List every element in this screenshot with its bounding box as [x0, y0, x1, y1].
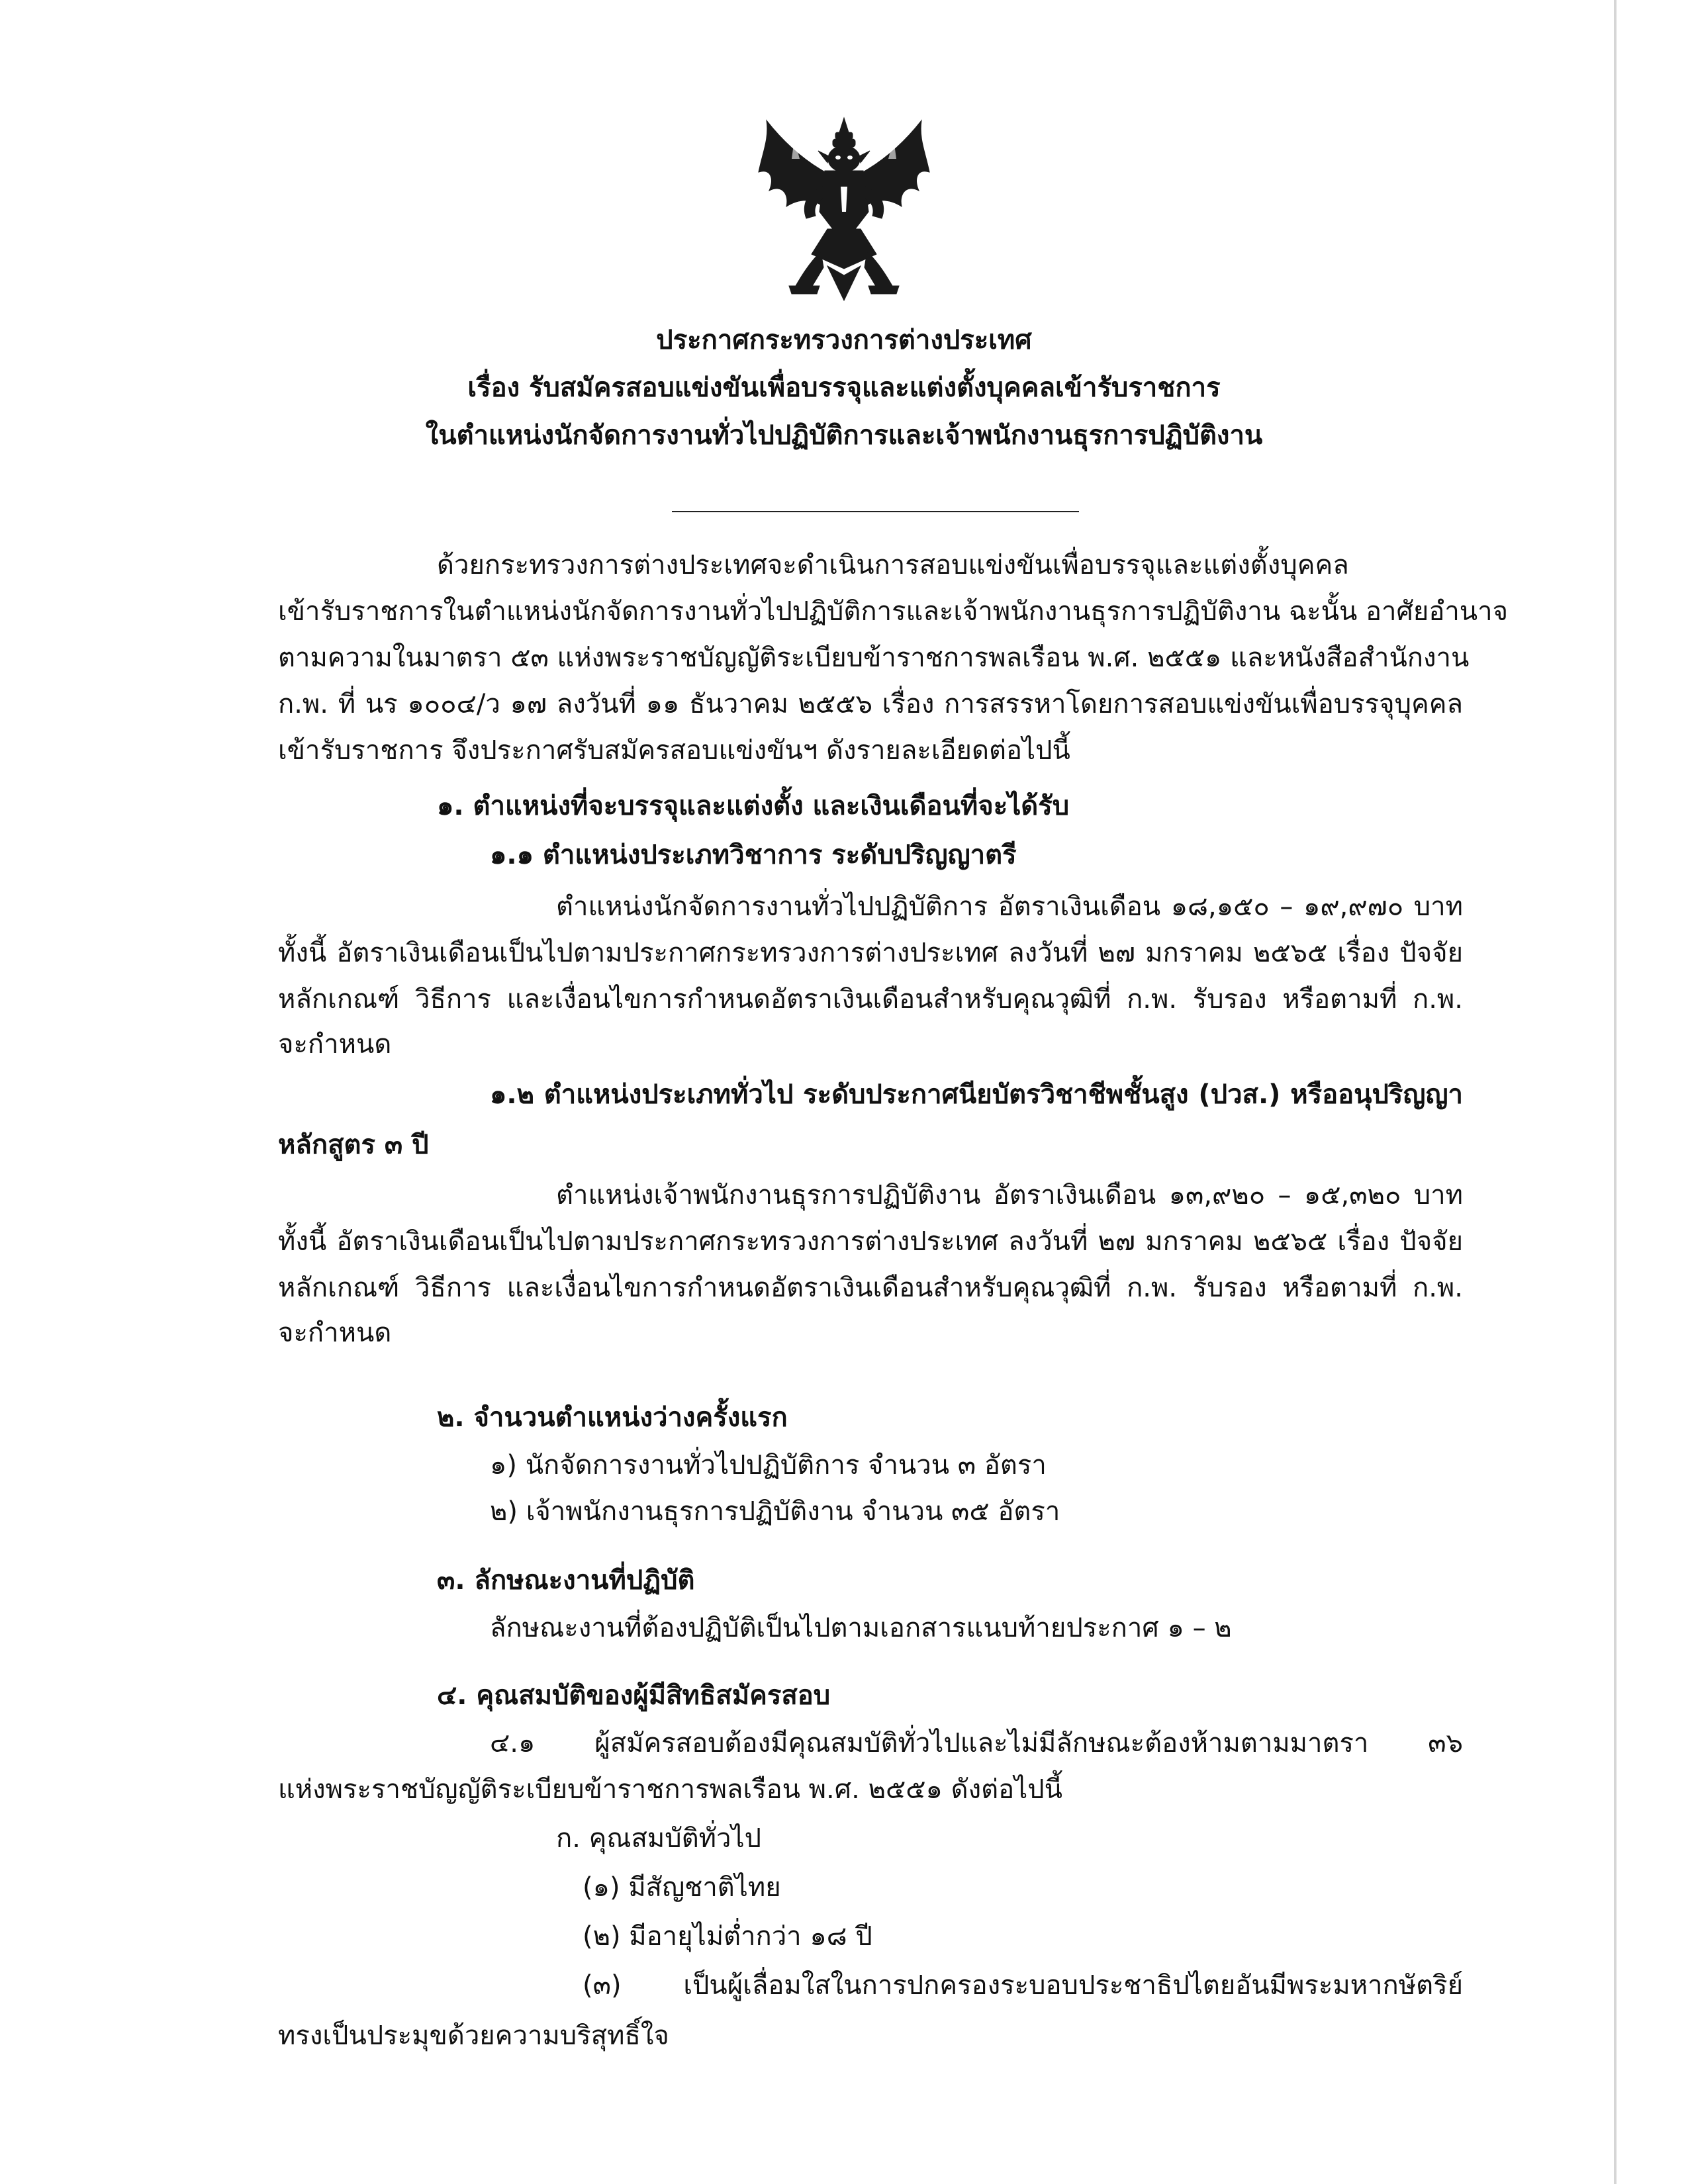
garuda-emblem [755, 113, 933, 304]
announcement-title: ประกาศกระทรวงการต่างประเทศ [656, 325, 1032, 355]
section4-heading: ๔. คุณสมบัติของผู้มีสิทธิสมัครสอบ [437, 1680, 831, 1711]
section1-1-line: ทั้งนี้ อัตราเงินเดือนเป็นไปตามประกาศกระทรวงการต่างประเทศ ลงวันที่ ๒๗ มกราคม ๒๕๖๕ เรื่อง ปัจจัย [278, 938, 1464, 968]
section1-1-line: จะกำหนด [278, 1029, 392, 1060]
section4-subheading: ก. คุณสมบัติทั่วไป [556, 1823, 761, 1854]
section2-item: ๑) นักจัดการงานทั่วไปปฏิบัติการ จำนวน ๓ อัตรา [490, 1450, 1047, 1480]
intro-line: ตามความในมาตรา ๕๓ แห่งพระราชบัญญัติระเบียบข้าราชการพลเรือน พ.ศ. ๒๕๕๑ และหนังสือสำนักงาน [278, 643, 1470, 673]
section1-heading: ๑. ตำแหน่งที่จะบรรจุและแต่งตั้ง และเงินเดือนที่จะได้รับ [437, 791, 1070, 821]
section4-1-line: ๔.๑ ผู้สมัครสอบต้องมีคุณสมบัติทั่วไปและไม่มีลักษณะต้องห้ามตามมาตรา ๓๖ [490, 1728, 1463, 1758]
section4-item-line2: ทรงเป็นประมุขด้วยความบริสุทธิ์ใจ [278, 2021, 669, 2051]
section1-2-heading-line2: หลักสูตร ๓ ปี [278, 1130, 429, 1160]
section2-item: ๒) เจ้าพนักงานธุรการปฏิบัติงาน จำนวน ๓๕ อัตรา [490, 1496, 1060, 1527]
intro-line: เข้ารับราชการ จึงประกาศรับสมัครสอบแข่งขันฯ ดังรายละเอียดต่อไปนี้ [278, 735, 1070, 766]
section1-2-line: ทั้งนี้ อัตราเงินเดือนเป็นไปตามประกาศกระทรวงการต่างประเทศ ลงวันที่ ๒๗ มกราคม ๒๕๖๕ เรื่อง ปัจจัย [278, 1226, 1464, 1257]
section3-heading: ๓. ลักษณะงานที่ปฏิบัติ [437, 1565, 695, 1596]
section1-1-heading: ๑.๑ ตำแหน่งประเภทวิชาการ ระดับปริญญาตรี [490, 840, 1017, 870]
section1-2-line: ตำแหน่งเจ้าพนักงานธุรการปฏิบัติงาน อัตราเงินเดือน ๑๓,๙๒๐ – ๑๕,๓๒๐ บาท [556, 1180, 1463, 1210]
section4-item: (๒) มีอายุไม่ต่ำกว่า ๑๘ ปี [583, 1921, 872, 1952]
intro-line: ด้วยกระทรวงการต่างประเทศจะดำเนินการสอบแข่งขันเพื่อบรรจุและแต่งตั้งบุคคล [437, 550, 1349, 580]
section1-2-line: หลักเกณฑ์ วิธีการ และเงื่อนไขการกำหนดอัตราเงินเดือนสำหรับคุณวุฒิที่ ก.พ. รับรอง หรือตามที่ ก.พ. [278, 1273, 1463, 1303]
section3-text: ลักษณะงานที่ต้องปฏิบัติเป็นไปตามเอกสารแนบท้ายประกาศ ๑ – ๒ [490, 1613, 1232, 1643]
section4-item: (๓) เป็นผู้เลื่อมใสในการปกครองระบอบประชาธิปไตยอันมีพระมหากษัตริย์ [583, 1970, 1463, 2001]
section1-2-line: จะกำหนด [278, 1318, 392, 1348]
intro-line: ก.พ. ที่ นร ๑๐๐๔/ว ๑๗ ลงวันที่ ๑๑ ธันวาคม ๒๕๕๖ เรื่อง การสรรหาโดยการสอบแข่งขันเพื่อบรรจุบุคคล [278, 689, 1463, 719]
scan-edge [1614, 0, 1617, 2184]
section2-heading: ๒. จำนวนตำแหน่งว่างครั้งแรก [437, 1402, 788, 1433]
section4-1-line: แห่งพระราชบัญญัติระเบียบข้าราชการพลเรือน พ.ศ. ๒๕๕๑ ดังต่อไปนี้ [278, 1774, 1062, 1805]
announcement-subject-line2: ในตำแหน่งนักจัดการงานทั่วไปปฏิบัติการและเจ้าพนักงานธุรการปฏิบัติงาน [425, 420, 1263, 451]
title-divider [672, 511, 1079, 512]
section4-item: (๑) มีสัญชาติไทย [583, 1872, 781, 1903]
section1-1-line: ตำแหน่งนักจัดการงานทั่วไปปฏิบัติการ อัตราเงินเดือน ๑๘,๑๕๐ – ๑๙,๙๗๐ บาท [556, 891, 1463, 922]
intro-line: เข้ารับราชการในตำแหน่งนักจัดการงานทั่วไปปฏิบัติการและเจ้าพนักงานธุรการปฏิบัติงาน ฉะนั้น อาศัยอำนาจ [278, 596, 1509, 627]
announcement-subject: เรื่อง รับสมัครสอบแข่งขันเพื่อบรรจุและแต่งตั้งบุคคลเข้ารับราชการ [467, 373, 1221, 403]
section1-2-heading: ๑.๒ ตำแหน่งประเภททั่วไป ระดับประกาศนียบัตรวิชาชีพชั้นสูง (ปวส.) หรืออนุปริญญา [490, 1079, 1463, 1110]
section1-1-line: หลักเกณฑ์ วิธีการ และเงื่อนไขการกำหนดอัตราเงินเดือนสำหรับคุณวุฒิที่ ก.พ. รับรอง หรือตามที่ ก.พ. [278, 984, 1463, 1015]
